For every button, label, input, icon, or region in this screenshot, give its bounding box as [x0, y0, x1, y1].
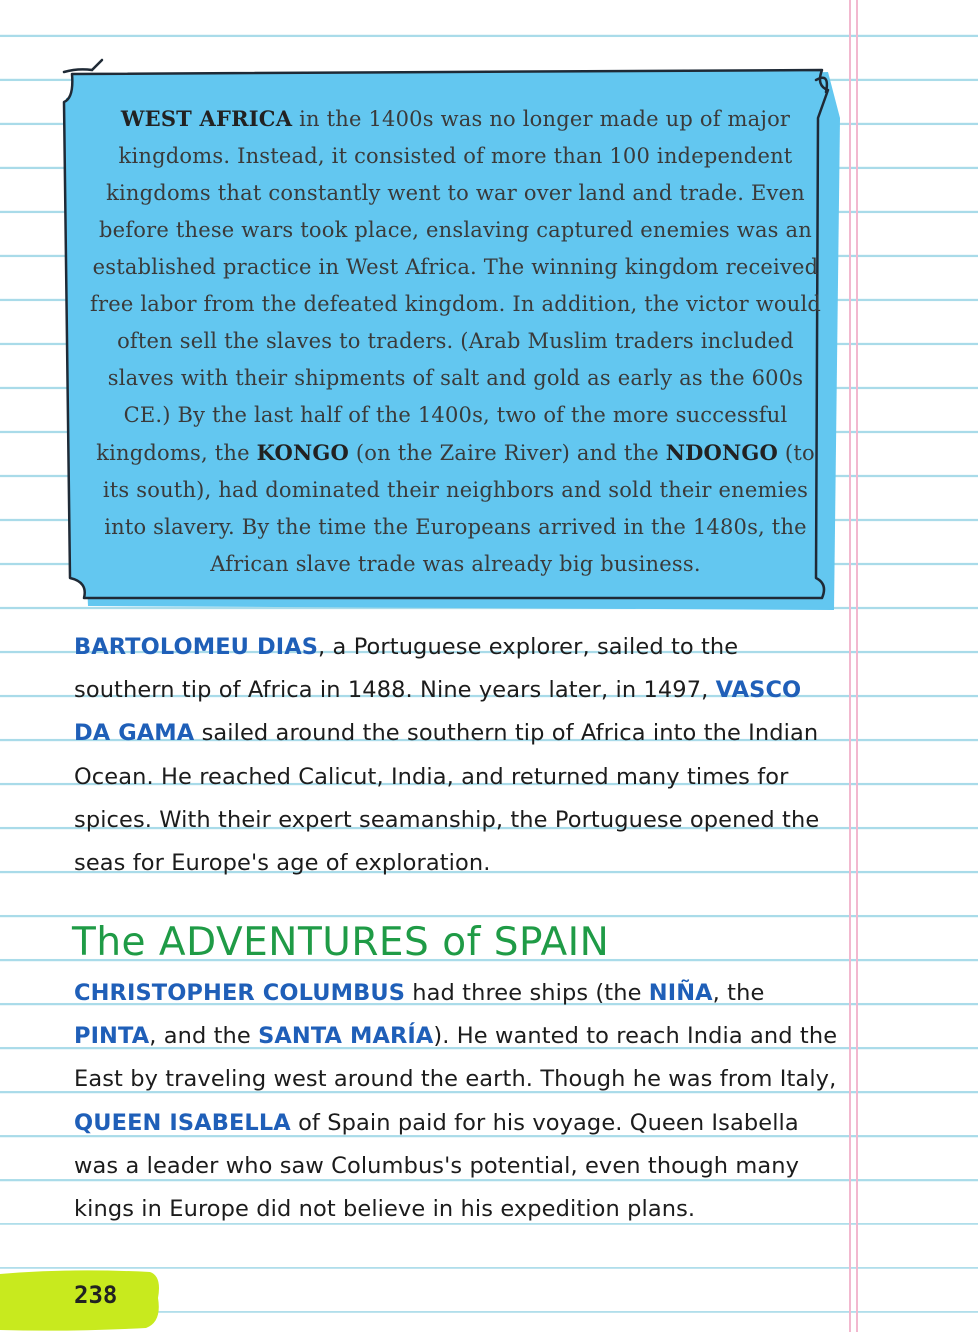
name-vasco-da-gama: VASCO DA GAMA	[74, 677, 802, 747]
name-christopher-columbus: CHRISTOPHER COLUMBUS	[74, 980, 406, 1006]
term-ndongo: NDONGO	[665, 440, 779, 465]
margin-line-right	[856, 0, 858, 1332]
paragraph-text-part: ). He wanted to reach India and the East by traveling west around the earth. Though he was from Italy,	[74, 1023, 838, 1093]
paragraph-text-part: , and the	[149, 1023, 259, 1050]
callout-text-part: in the 1400s was no longer made up of major kingdoms. Instead, it consisted of more than 100 independent kingdoms that constantly went to war over land and trade. Even before these wars took place, enslaving captured enemies was an established practice in West Africa. The winning kingdom received free labor from the defeated kingdom. In addition, the victor would often sell the slaves to traders. (Arab Muslim traders included slaves with their shipments of salt and gold as early as the 600s CE.) By the last half of the 1400s, two of the more successful kingdoms, the	[89, 107, 822, 465]
ship-nina: NIÑA	[648, 980, 713, 1006]
paragraph-text-part: of Spain paid for his voyage. Queen Isabella was a leader who saw Columbus's potential, even though many kings in Europe did not believe in his expedition plans.	[74, 1109, 800, 1223]
term-kongo: KONGO	[256, 440, 349, 465]
callout-text-part: (on the Zaire River) and the	[349, 441, 666, 465]
ship-santa-maria: SANTA MARÍA	[258, 1023, 434, 1050]
section-heading: The ADVENTURES of SPAIN	[72, 920, 610, 965]
paragraph-text-part: sailed around the southern tip of Africa into the Indian Ocean. He reached Calicut, India, and returned many times for spices. With their expert seamanship, the Portuguese opened the seas for Europe's age of exploration.	[74, 720, 820, 877]
callout-text	[88, 100, 823, 583]
west-africa-callout	[58, 58, 848, 614]
margin-line-left	[849, 0, 851, 1332]
paragraph-portuguese-explorers	[74, 626, 844, 885]
paragraph-text-part: had three ships (the	[405, 980, 649, 1006]
term-west-africa: WEST AFRICA	[120, 106, 293, 131]
callout-text-part: (to its south), had dominated their neighbors and sold their enemies into slavery. By the time the Europeans arrived in the 1480s, the African slave trade was already big business.	[102, 441, 815, 576]
callout-corner-curl	[64, 60, 102, 72]
name-bartolomeu-dias: BARTOLOMEU DIAS	[74, 634, 319, 660]
ship-pinta: PINTA	[74, 1023, 150, 1050]
name-queen-isabella: QUEEN ISABELLA	[74, 1109, 291, 1136]
paragraph-text-part: , the	[712, 980, 765, 1006]
page-number: 238	[74, 1281, 118, 1309]
paragraph-text-part: , a Portuguese explorer, sailed to the southern tip of Africa in 1488. Nine years later, in 1497,	[74, 634, 739, 704]
paragraph-columbus	[74, 972, 844, 1231]
